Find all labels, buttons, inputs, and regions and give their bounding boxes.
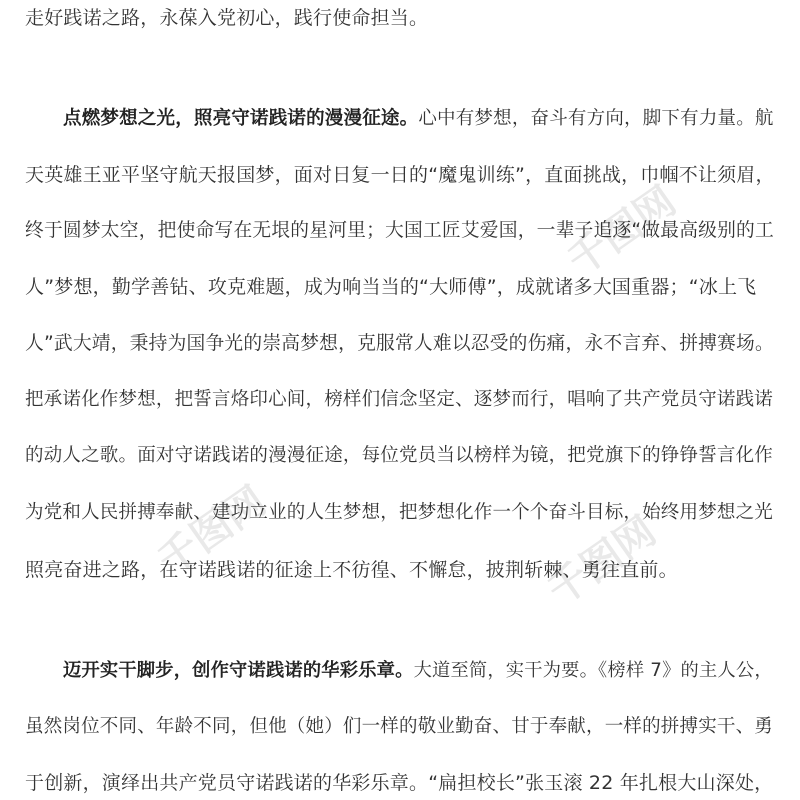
- paragraph-line: 人”武大靖，秉持为国争光的崇高梦想，克服常人难以忍受的伤痛，永不言弃、拼搏赛场。: [25, 333, 774, 354]
- paragraph-line: 人”梦想，勤学善钻、攻克难题，成为响当当的“大师傅”，成就诸多大国重器；“冰上飞: [25, 276, 757, 298]
- paragraph-line: 为党和人民拼搏奉献、建功立业的人生梦想，把梦想化作一个个奋斗目标，始终用梦想之光: [25, 502, 774, 523]
- paragraph-line: 照亮奋进之路，在守诺践诺的征途上不彷徨、不懈怠，披荆斩棘、勇往直前。: [25, 559, 678, 581]
- paragraph-line: 走好践诺之路，永葆入党初心，践行使命担当。: [25, 7, 429, 29]
- watermark: 千图网: [559, 178, 685, 285]
- section-heading: 迈开实干脚步，创作守诺践诺的华彩乐章。: [63, 660, 414, 681]
- paragraph-line: 天英雄王亚平坚守航天报国梦，面对日复一日的“魔鬼训练”，直面挑战，巾帼不让须眉，: [25, 164, 775, 186]
- paragraph-line: [63, 105, 774, 133]
- paragraph-text: 大道至简，实干为要。《榜样 7》的主人公，: [413, 660, 773, 681]
- paragraph-line: 的动人之歌。面对守诺践诺的漫漫征途，每位党员当以榜样为镜，把党旗下的铮铮誓言化作: [25, 445, 774, 466]
- paragraph-line: 于创新，演绎出共产党员守诺践诺的华彩乐章。“扁担校长”张玉滚 22 年扎根大山深处，: [25, 772, 774, 794]
- paragraph-line: 终于圆梦太空，把使命写在无垠的星河里；大国工匠艾爱国，一辈子追逐“做最高级别的工: [25, 220, 774, 241]
- paragraph-text: 心中有梦想，奋斗有方向，脚下有力量。航: [418, 108, 774, 129]
- paragraph-line: 虽然岗位不同、年龄不同，但他（她）们一样的敬业勤奋、甘于奉献，一样的拼搏实干、勇: [25, 716, 774, 737]
- watermark: 千图网: [539, 508, 665, 615]
- watermark: 千图网: [149, 478, 275, 585]
- paragraph-line: 把承诺化作梦想，把誓言烙印心间，榜样们信念坚定、逐梦而行，唱响了共产党员守诺践诺: [25, 389, 774, 410]
- paragraph-line: [63, 657, 773, 685]
- section-heading: 点燃梦想之光，照亮守诺践诺的漫漫征途。: [63, 108, 419, 129]
